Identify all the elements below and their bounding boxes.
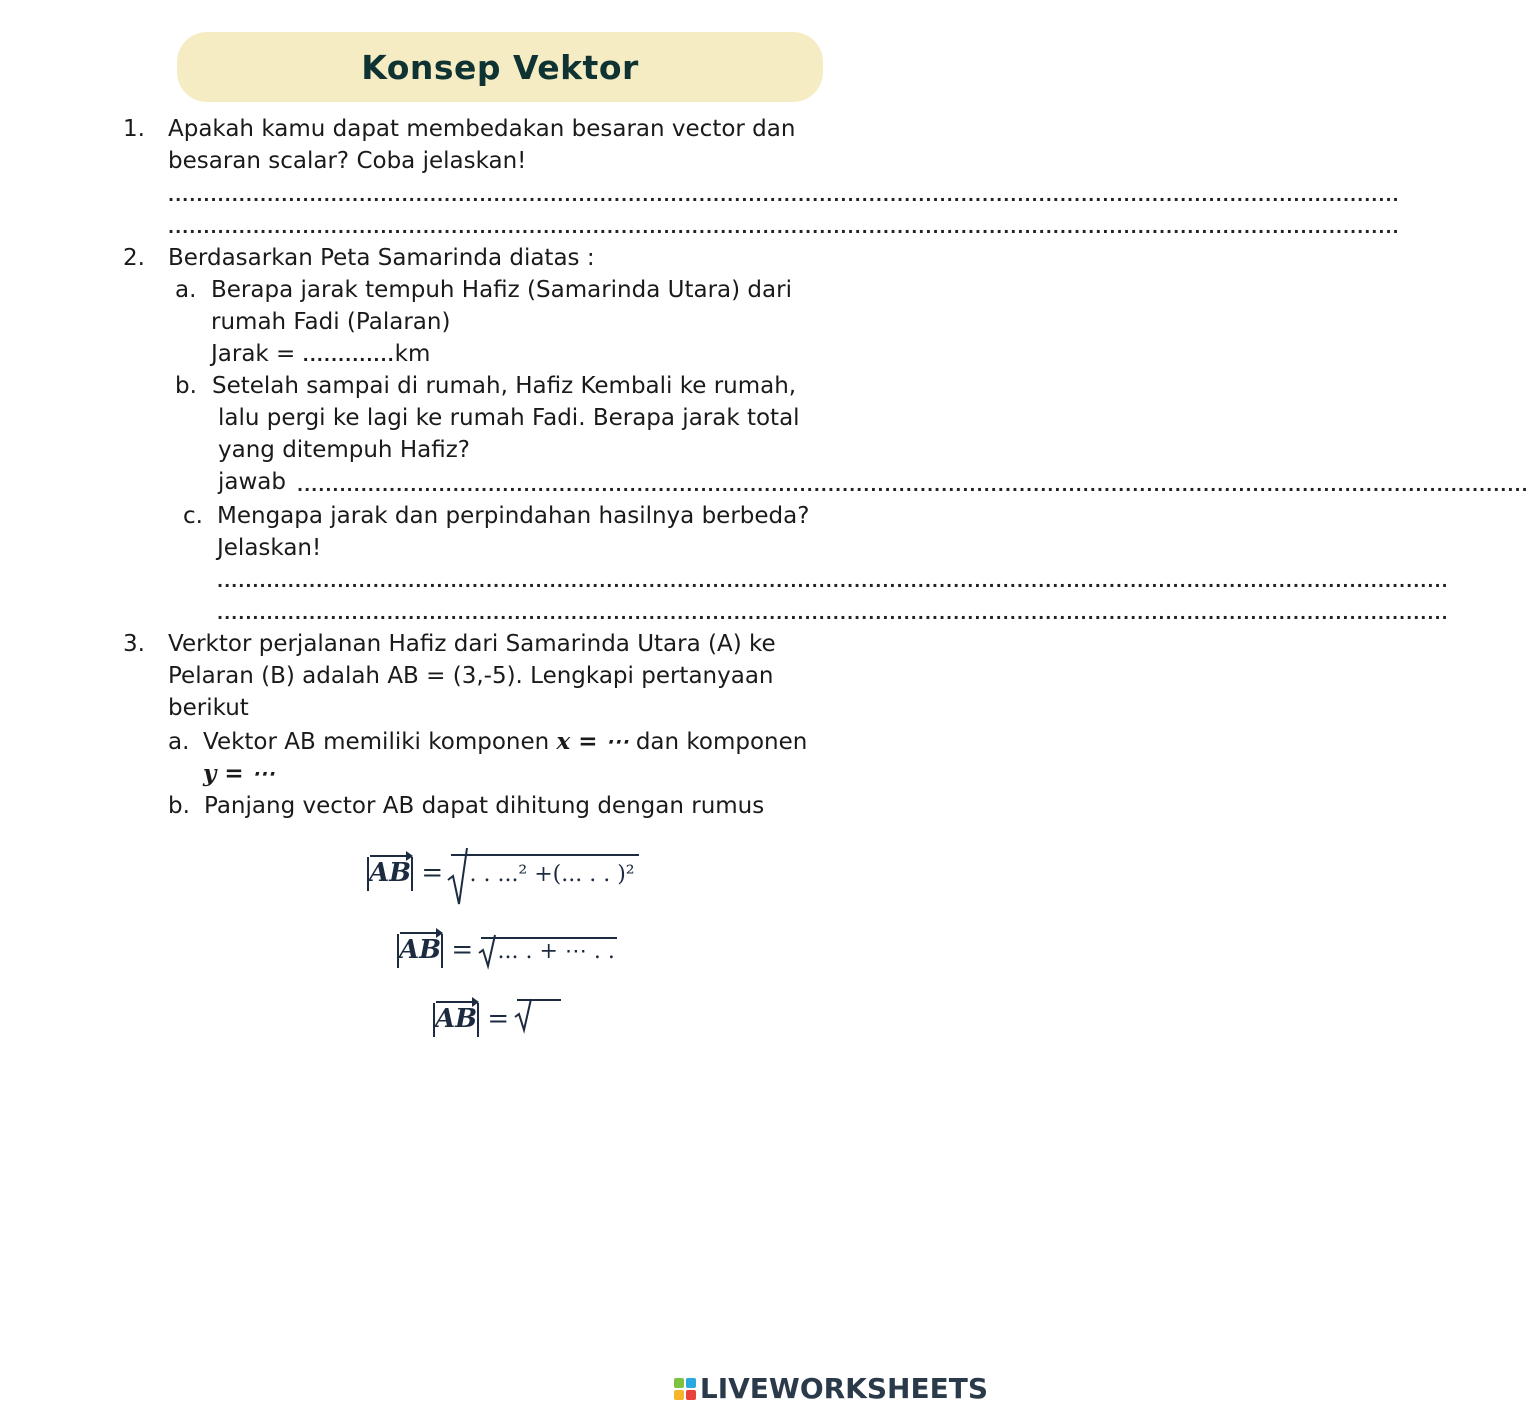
question-3-line-1: Verktor perjalanan Hafiz dari Samarinda Utara (A) ke: [168, 631, 776, 657]
vector-ab: AB: [369, 858, 412, 888]
question-2c-line-2: Jelaskan!: [217, 535, 322, 561]
question-3a-line-1: [203, 726, 807, 758]
question-2c-line-1: Mengapa jarak dan perpindahan hasilnya berbeda?: [217, 503, 810, 529]
liveworksheets-logo: [674, 1372, 988, 1405]
radicand-1[interactable]: . . ...² +(... . . )²: [451, 854, 638, 887]
question-1-line-1: Apakah kamu dapat membedakan besaran vector dan: [168, 116, 796, 142]
vector-ab: AB: [399, 935, 442, 965]
y-component-expression[interactable]: y = ⋯: [203, 760, 275, 787]
radical-2: [481, 935, 616, 965]
answer-line-q1-1[interactable]: ..............................................................................................................................................................................: [168, 186, 1400, 205]
vector-ab: AB: [435, 1004, 478, 1034]
question-3b-text: Panjang vector AB dapat dihitung dengan rumus: [204, 793, 765, 819]
question-2a-label: a.: [175, 277, 197, 303]
question-2b-line-2: lalu pergi ke lagi ke rumah Fadi. Berapa jarak total: [218, 405, 800, 431]
answer-prefix-jarak: Jarak =: [211, 341, 303, 367]
x-component-expression[interactable]: x = ⋯: [556, 728, 629, 755]
liveworksheets-logo-text: LIVEWORKSHEETS: [699, 1372, 988, 1405]
equals-sign: =: [487, 1004, 510, 1034]
radical-sign-icon: [514, 997, 534, 1033]
question-3a-text-1: Vektor AB memiliki komponen: [203, 729, 557, 755]
question-2b-line-3: yang ditempuh Hafiz?: [218, 437, 470, 463]
question-2b-label: b.: [175, 373, 197, 399]
question-1-line-2: besaran scalar? Coba jelaskan!: [168, 148, 527, 174]
question-3a-text-2: dan komponen: [628, 729, 808, 755]
question-2a-line-1: Berapa jarak tempuh Hafiz (Samarinda Utara) dari: [211, 277, 792, 303]
question-3a-label: a.: [168, 729, 190, 755]
liveworksheets-logo-icon: [674, 1378, 696, 1400]
abs-bar-right: [411, 857, 413, 891]
question-2-number: 2.: [123, 245, 145, 271]
abs-bar-right: [477, 1003, 479, 1037]
question-1-number: 1.: [123, 116, 145, 142]
radical-1: [451, 856, 638, 888]
radical-sign-icon: [447, 846, 469, 908]
formula-line-2: [397, 934, 617, 968]
question-3-line-3: berikut: [168, 695, 249, 721]
answer-line-q2c-2[interactable]: ..............................................................................................................................................................................: [217, 604, 1449, 623]
question-2-line-1: Berdasarkan Peta Samarinda diatas :: [168, 245, 595, 271]
answer-line-q2b[interactable]: ..............................................................................................................................................................................: [297, 476, 1529, 495]
question-3b-label: b.: [168, 793, 190, 819]
formula-line-1: [367, 856, 639, 891]
title-banner: [177, 32, 823, 102]
equals-sign: =: [451, 935, 474, 965]
page-title: Konsep Vektor: [361, 47, 639, 87]
abs-bar-right: [441, 934, 443, 968]
radical-3: [517, 999, 561, 1034]
question-2b-line-1: Setelah sampai di rumah, Hafiz Kembali ke rumah,: [212, 373, 797, 399]
answer-line-q1-2[interactable]: ..............................................................................................................................................................................: [168, 218, 1400, 237]
question-2c-label: c.: [183, 503, 203, 529]
formula-line-3: [433, 999, 561, 1037]
question-2a-line-2: rumah Fadi (Palaran): [211, 309, 451, 335]
question-3-line-2: Pelaran (B) adalah AB = (3,-5). Lengkapi pertanyaan: [168, 663, 774, 689]
question-2a-answer: [211, 338, 430, 372]
question-2b-answer-prefix: jawab: [218, 469, 286, 495]
radical-sign-icon: [478, 933, 498, 969]
question-3-number: 3.: [123, 631, 145, 657]
radicand-2[interactable]: ... . + ⋯ . .: [481, 937, 616, 964]
answer-line-q2c-1[interactable]: ..............................................................................................................................................................................: [217, 572, 1449, 591]
answer-blank-jarak[interactable]: .............: [302, 346, 395, 365]
equals-sign: =: [421, 858, 444, 888]
answer-unit-km: km: [394, 341, 431, 367]
